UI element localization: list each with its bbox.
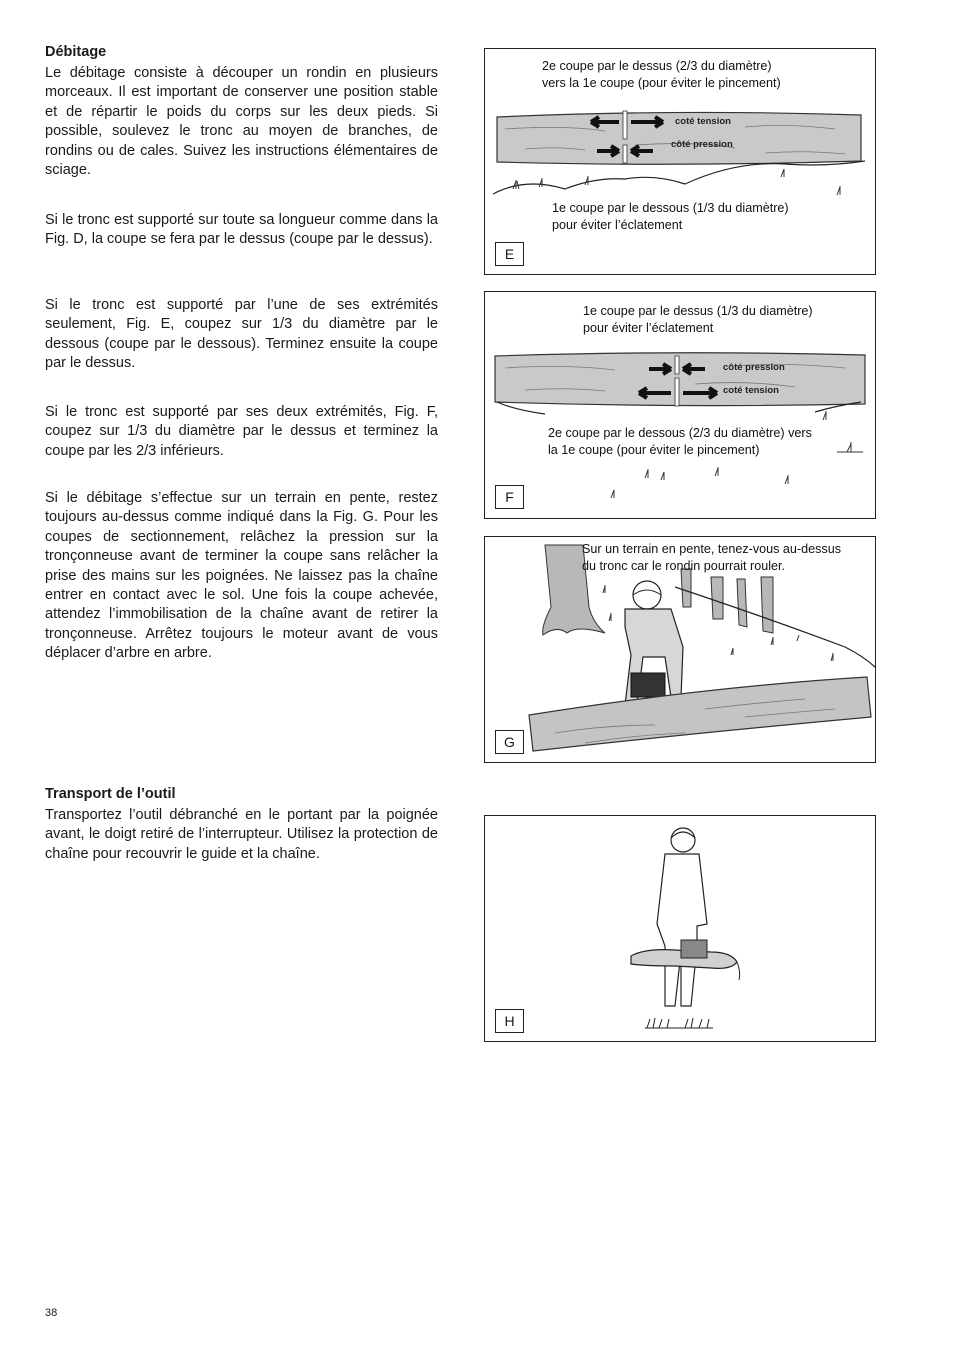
figure-e (484, 48, 876, 275)
transport-paragraph: Transportez l’outil débranché en le portant par la poignée avant, le doigt retiré de l’interrupteur. Utilisez la protection de chaîne pour recouvrir le guide et la chaîne. (45, 807, 438, 862)
cutting-paragraph-5: Si le débitage s’effectue sur un terrain en pente, restez toujours au-dessus comme indiqué dans la Fig. G. Pour les coupes de sectionnement, relâchez la pression sur la tronçonneuse avant de terminer la coupe sans relâcher la prise des mains sur les poignées. Ne laissez pas la chaîne entrer en contact avec le sol. Une fois la coupe achevée, attendez l’immobilisation de la chaîne avant de retirer la tronçonneuse. Arrêtez toujours le moteur avant de vous déplacer d’arbre en arbre. (45, 490, 438, 662)
figure-e-pressure-label: côté pression (671, 139, 733, 150)
figure-g-label: G (495, 730, 524, 754)
figure-f-tension-label: coté tension (723, 385, 779, 396)
figure-h (484, 815, 876, 1042)
cutting-paragraph-4: Si le tronc est supporté par ses deux extrémités, Fig. F, coupez sur 1/3 du diamètre par le dessus et terminez la coupe par les 2/3 inférieurs. (45, 404, 438, 459)
figure-f-top-caption: 1e coupe par le dessus (1/3 du diamètre) pour éviter l’éclatement (583, 304, 813, 335)
figure-f (484, 291, 876, 519)
figure-f-bottom-caption: 2e coupe par le dessous (2/3 du diamètre) vers la 1e coupe (pour éviter le pincement) (548, 426, 812, 457)
figure-h-label: H (495, 1009, 524, 1033)
cutting-paragraph-1: Le débitage consiste à découper un rondin en plusieurs morceaux. Il est important de conserver une position stable et de répartir le poids du corps sur les deux pieds. Si possible, soulevez le tronc au moyen de branches, de rondins ou de cales. Suivez les instructions élémentaires de sciage. (45, 65, 438, 179)
figure-e-bottom-caption: 1e coupe par le dessous (1/3 du diamètre) pour éviter l’éclatement (552, 201, 789, 232)
transport-heading: Transport de l’outil (45, 786, 176, 802)
figure-f-label: F (495, 485, 524, 509)
figure-h-illustration (485, 816, 876, 1042)
cutting-paragraph-2: Si le tronc est supporté sur toute sa longueur comme dans la Fig. D, la coupe se fera par le dessus (coupe par le dessus). (45, 212, 438, 248)
page-number: 38 (45, 1307, 58, 1319)
figure-f-pressure-label: côté pression (723, 362, 785, 373)
cutting-paragraph-3: Si le tronc est supporté par l’une de ses extrémités seulement, Fig. E, coupez sur 1/3 du diamètre par le dessous (coupe par le dessous). Terminez ensuite la coupe par le dessus. (45, 297, 438, 372)
figure-e-tension-label: coté tension (675, 116, 731, 127)
figure-g-caption: Sur un terrain en pente, tenez-vous au-dessus du tronc car le rondin pourrait rouler. (582, 542, 842, 573)
transport-section (45, 786, 438, 864)
figure-e-top-caption: 2e coupe par le dessus (2/3 du diamètre) vers la 1e coupe (pour éviter le pincement) (542, 59, 781, 90)
cutting-section (45, 44, 438, 180)
figure-g (484, 536, 876, 763)
cutting-heading: Débitage (45, 44, 107, 60)
figure-e-label: E (495, 242, 524, 266)
